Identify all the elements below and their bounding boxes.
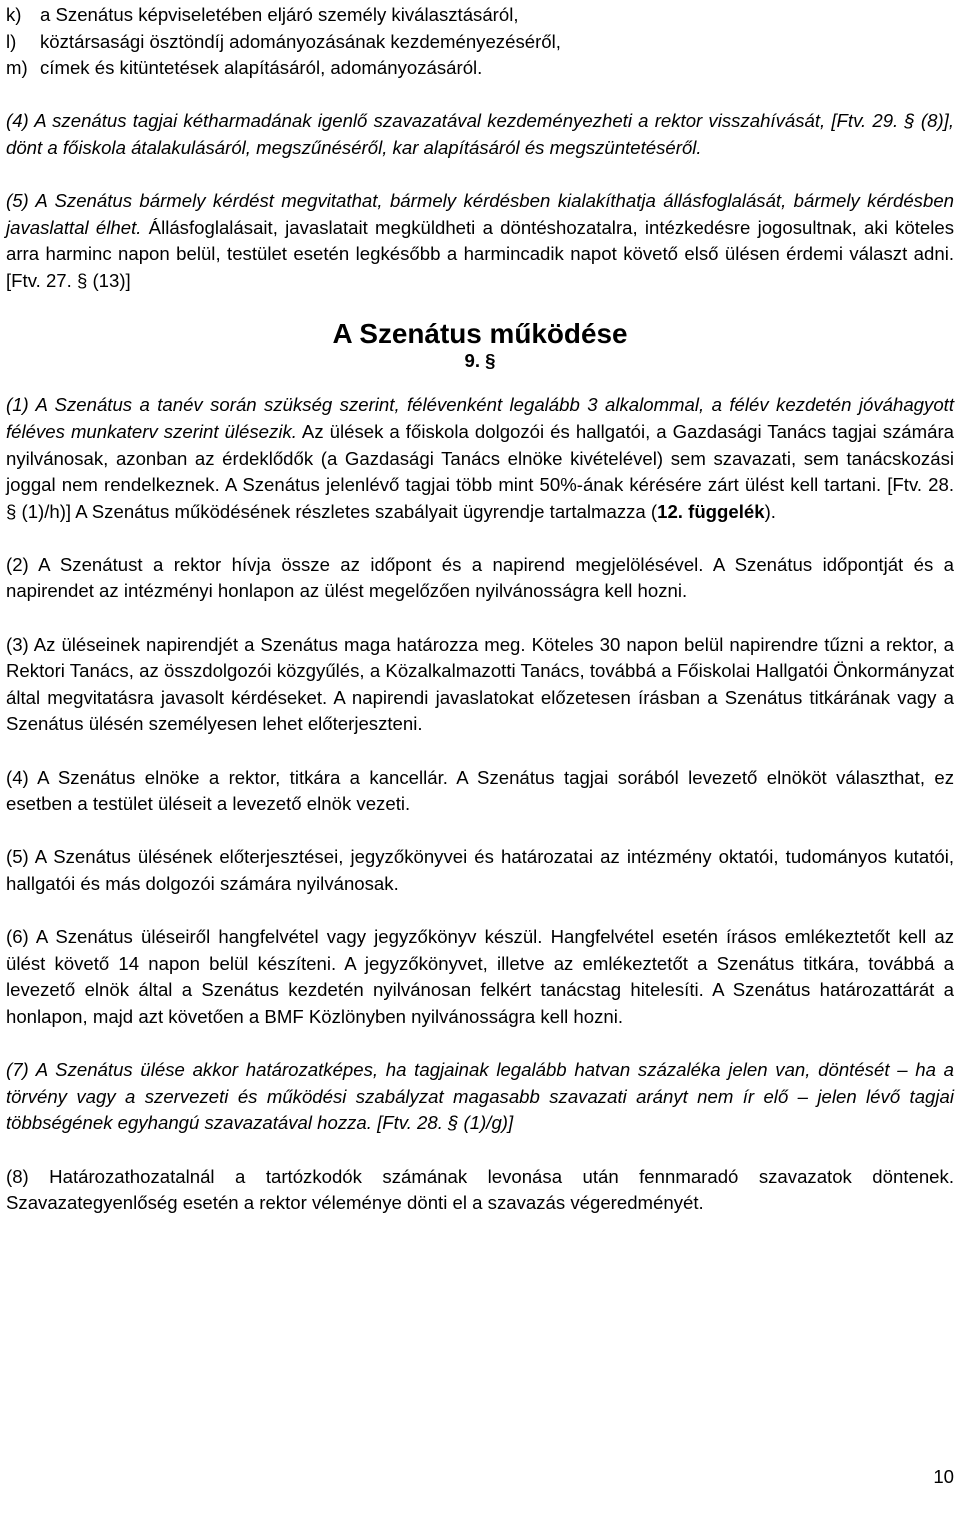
section-paragraph-2: (2) A Szenátust a rektor hívja össze az időpont és a napirend megjelölésével. A Szenátus időpontját és a napirendet az intézményi honlapon az ülést megelőzően nyilvánosságra kell hozni. bbox=[6, 553, 954, 602]
list-item bbox=[6, 29, 954, 56]
paragraph-5-italic: (5) A Szenátus bármely kérdést megvitathat, bármely kérdésben kialakíthatja állásfoglalását, bármely kérdésben javaslattal élhet. bbox=[6, 190, 954, 238]
section-paragraph-1 bbox=[6, 392, 954, 525]
list-item bbox=[6, 55, 954, 82]
document-page bbox=[6, 2, 954, 1243]
list-item-text: címek és kitüntetések alapításáról, adományozásáról. bbox=[40, 57, 483, 79]
section-paragraph-1-normal-b: ). bbox=[764, 500, 776, 522]
section-paragraph-5: (5) A Szenátus ülésének előterjesztései, jegyzőkönyvei és határozatai az intézmény oktatói, tudományos kutatói, hallgatói és más dolgozói számára nyilvánosak. bbox=[6, 846, 954, 894]
section-paragraph-6: (6) A Szenátus üléseiről hangfelvétel vagy jegyzőkönyv készül. Hangfelvétel esetén írásos emlékeztetőt kell az ülést követő 14 napon belül készíteni. A jegyzőkönyvet, illetve az emlékeztetőt a Szenátus titkára, továbbá a levezető elnök által a Szenátus kezdetén nyilvánosan felkért tanácstag hitelesíti. A Szenátus határozattárát a honlapon, majd azt követően a BMF Közlönyben nyilvánosságra kell hozni. bbox=[6, 926, 954, 1027]
section-number: 9. § bbox=[464, 349, 496, 371]
list-marker: l) bbox=[6, 30, 17, 52]
list-item-text: köztársasági ösztöndíj adományozásának kezdeményezéséről, bbox=[40, 30, 561, 52]
paragraph-5-normal: Állásfoglalásait, javaslatait megküldheti a döntéshozatalra, intézkedésre jogosultnak, aki köteles arra harminc napon belül, testület esetén legkésőbb a harmincadik napot követő első ülésen érdemi választ adni. [Ftv. 27. § (13)] bbox=[6, 216, 954, 291]
list-marker: m) bbox=[6, 57, 28, 79]
section-heading: A Szenátus működése bbox=[332, 318, 628, 350]
section-paragraph-7: (7) A Szenátus ülése akkor határozatképes, ha tagjainak legalább hatvan százaléka jelen van, döntését – ha a törvény vagy a szervezeti és működési szabályzat magasabb szavazati arányt nem ír elő – jelen lévő tagjai többségének egyhangú szavazatával hozza. [Ftv. 28. § (1)/g)] bbox=[6, 1059, 954, 1134]
section-paragraph-1-italic: (1) A Szenátus a tanév során szükség szerint, félévenként legalább 3 alkalommal, a félév kezdetén jóváhagyott féléves munkaterv szerint ülésezik. bbox=[6, 394, 954, 442]
list-item-text: a Szenátus képviseletében eljáró személy kiválasztásáról, bbox=[40, 4, 519, 25]
section-paragraph-4: (4) A Szenátus elnöke a rektor, titkára a kancellár. A Szenátus tagjai sorából levezető elnököt választhat, ez esetben a testület üléseit a levezető elnök vezeti. bbox=[6, 766, 954, 815]
section-paragraph-1-normal-a: Az ülések a főiskola dolgozói és hallgatói, a Gazdasági Tanács tagjai számára nyilvánosak, azonban az érdeklődők (a Gazdasági Tanács elnöke kivételével) sem szavazati, sem tanácskozási joggal nem rendelkeznek. A Szenátus jelenlévő tagjai több mint 50%-ának kérésére zárt ülést kell tartani. [Ftv. 28. § (1)/h)] A Szenátus működésének részletes szabályait ügyrendje tartalmazza ( bbox=[6, 420, 954, 522]
section-paragraph-3: (3) Az üléseinek napirendjét a Szenátus maga határozza meg. Köteles 30 napon belül napirendre tűzni a rektor, a Rektori Tanács, az összdolgozói közgyűlés, a Közalkalmazotti Tanács, továbbá a Főiskolai Hallgatói Önkormányzat által megvitatásra javasolt kérdéseket. A napirendi javaslatokat előzetesen írásban a Szenátus titkárának vagy a Szenátus ülésén személyesen lehet előterjeszteni. bbox=[6, 633, 954, 735]
list-marker: k) bbox=[6, 4, 22, 25]
list-item bbox=[6, 2, 954, 29]
section-paragraph-1-bold: 12. függelék bbox=[657, 500, 765, 522]
paragraph-4: (4) A szenátus tagjai kétharmadának igenlő szavazatával kezdeményezheti a rektor visszahívását, [Ftv. 29. § (8)], dönt a főiskola átalakulásáról, megszűnéséről, kar alapításáról és megszüntetéséről. bbox=[6, 110, 954, 158]
enumerated-list bbox=[6, 2, 954, 82]
section-paragraph-8: (8) Határozathozatalnál a tartózkodók számának levonása után fennmaradó szavazatok döntenek. Szavazategyenlőség esetén a rektor véleménye dönti el a szavazás végeredményét. bbox=[6, 1165, 954, 1214]
page-number: 10 bbox=[933, 1466, 954, 1487]
paragraph-5 bbox=[6, 188, 954, 294]
spacer bbox=[6, 82, 954, 109]
